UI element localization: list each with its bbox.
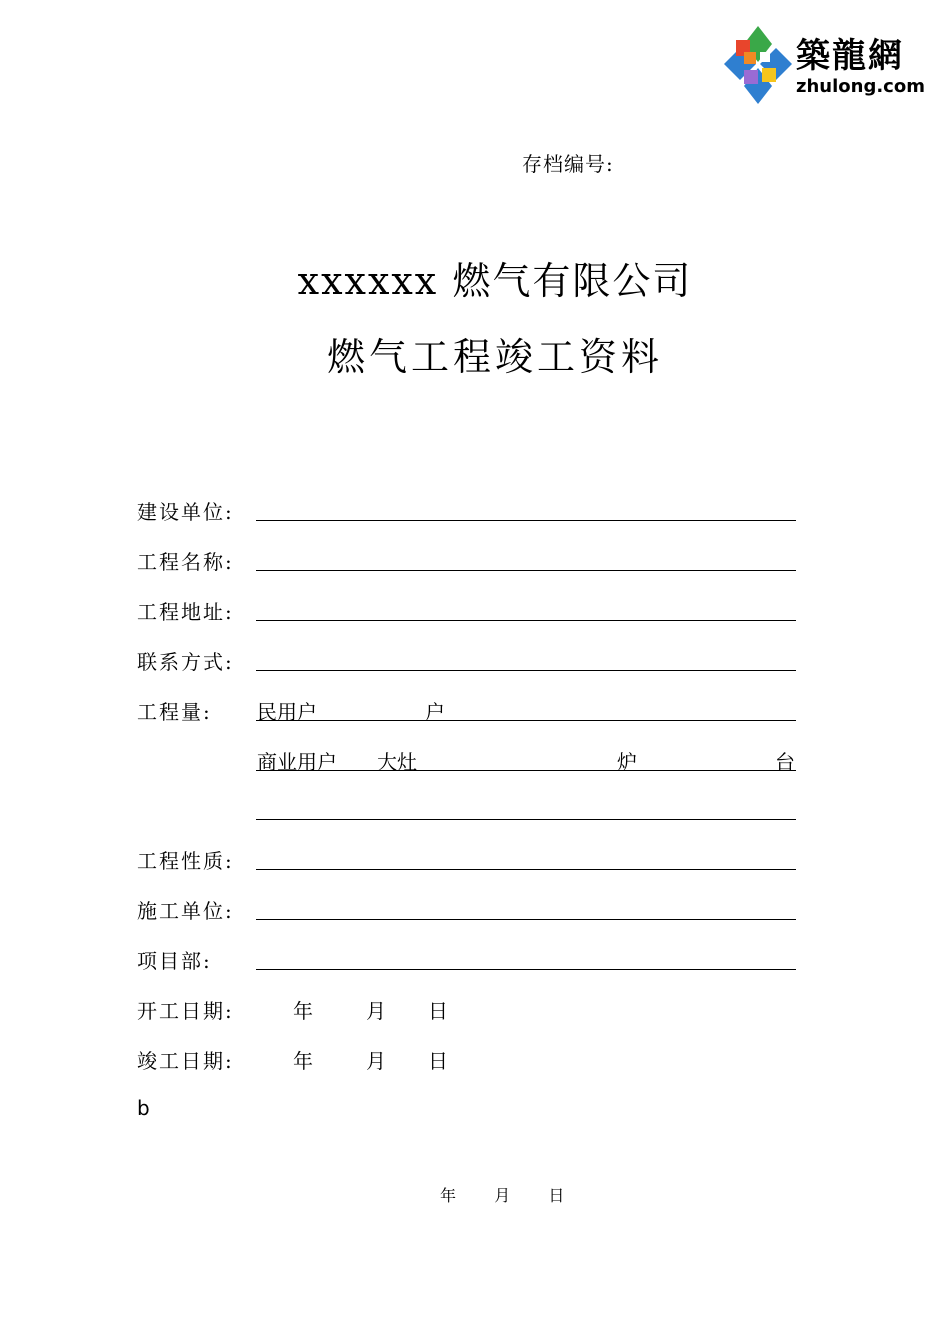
logo-diamond-icon [722,24,794,108]
project-name-label: 工程名称: [137,550,234,574]
start-date-label: 开工日期: [137,999,234,1023]
finish-date-label: 竣工日期: [137,1049,234,1073]
commercial-label: 商业用户 [257,750,337,774]
start-year: 年 [293,999,313,1023]
extra-line [256,819,796,820]
start-day: 日 [428,999,448,1023]
project-dept-label: 项目部: [137,949,212,973]
project-dept-line [256,969,796,970]
finish-day: 日 [428,1049,448,1073]
zhulong-logo [722,24,925,108]
project-nature-label: 工程性质: [137,849,234,873]
stove-label: 大灶 [377,750,417,774]
project-address-label: 工程地址: [137,600,234,624]
residential-label: 民用户 [257,700,317,724]
note-text: b [137,1096,150,1120]
company-title: xxxxxx 燃气有限公司 [297,259,693,303]
construction-unit-label: 建设单位: [137,500,234,524]
builder-unit-label: 施工单位: [137,899,234,923]
document-title: 燃气工程竣工资料 [326,335,663,379]
project-address-line [256,620,796,621]
project-name-line [256,570,796,571]
contact-line [256,670,796,671]
logo-name-cn: 築龍網 [796,36,904,76]
project-nature-line [256,869,796,870]
logo-name-en: zhulong.com [796,76,925,97]
footer-year: 年 [440,1186,457,1205]
commercial-line [256,770,796,771]
finish-month: 月 [366,1049,386,1073]
footer-day: 日 [548,1186,565,1205]
residential-line [256,720,796,721]
stove-unit: 炉 [617,750,637,774]
footer-date [440,1183,564,1206]
set-unit: 台 [775,750,795,774]
finish-year: 年 [293,1049,313,1073]
archive-number-label: 存档编号: [522,152,614,176]
residential-unit: 户 [425,700,445,724]
construction-unit-line [256,520,796,521]
builder-unit-line [256,919,796,920]
start-month: 月 [366,999,386,1023]
footer-month: 月 [494,1186,511,1205]
contact-label: 联系方式: [137,650,234,674]
quantity-label: 工程量: [137,700,212,724]
